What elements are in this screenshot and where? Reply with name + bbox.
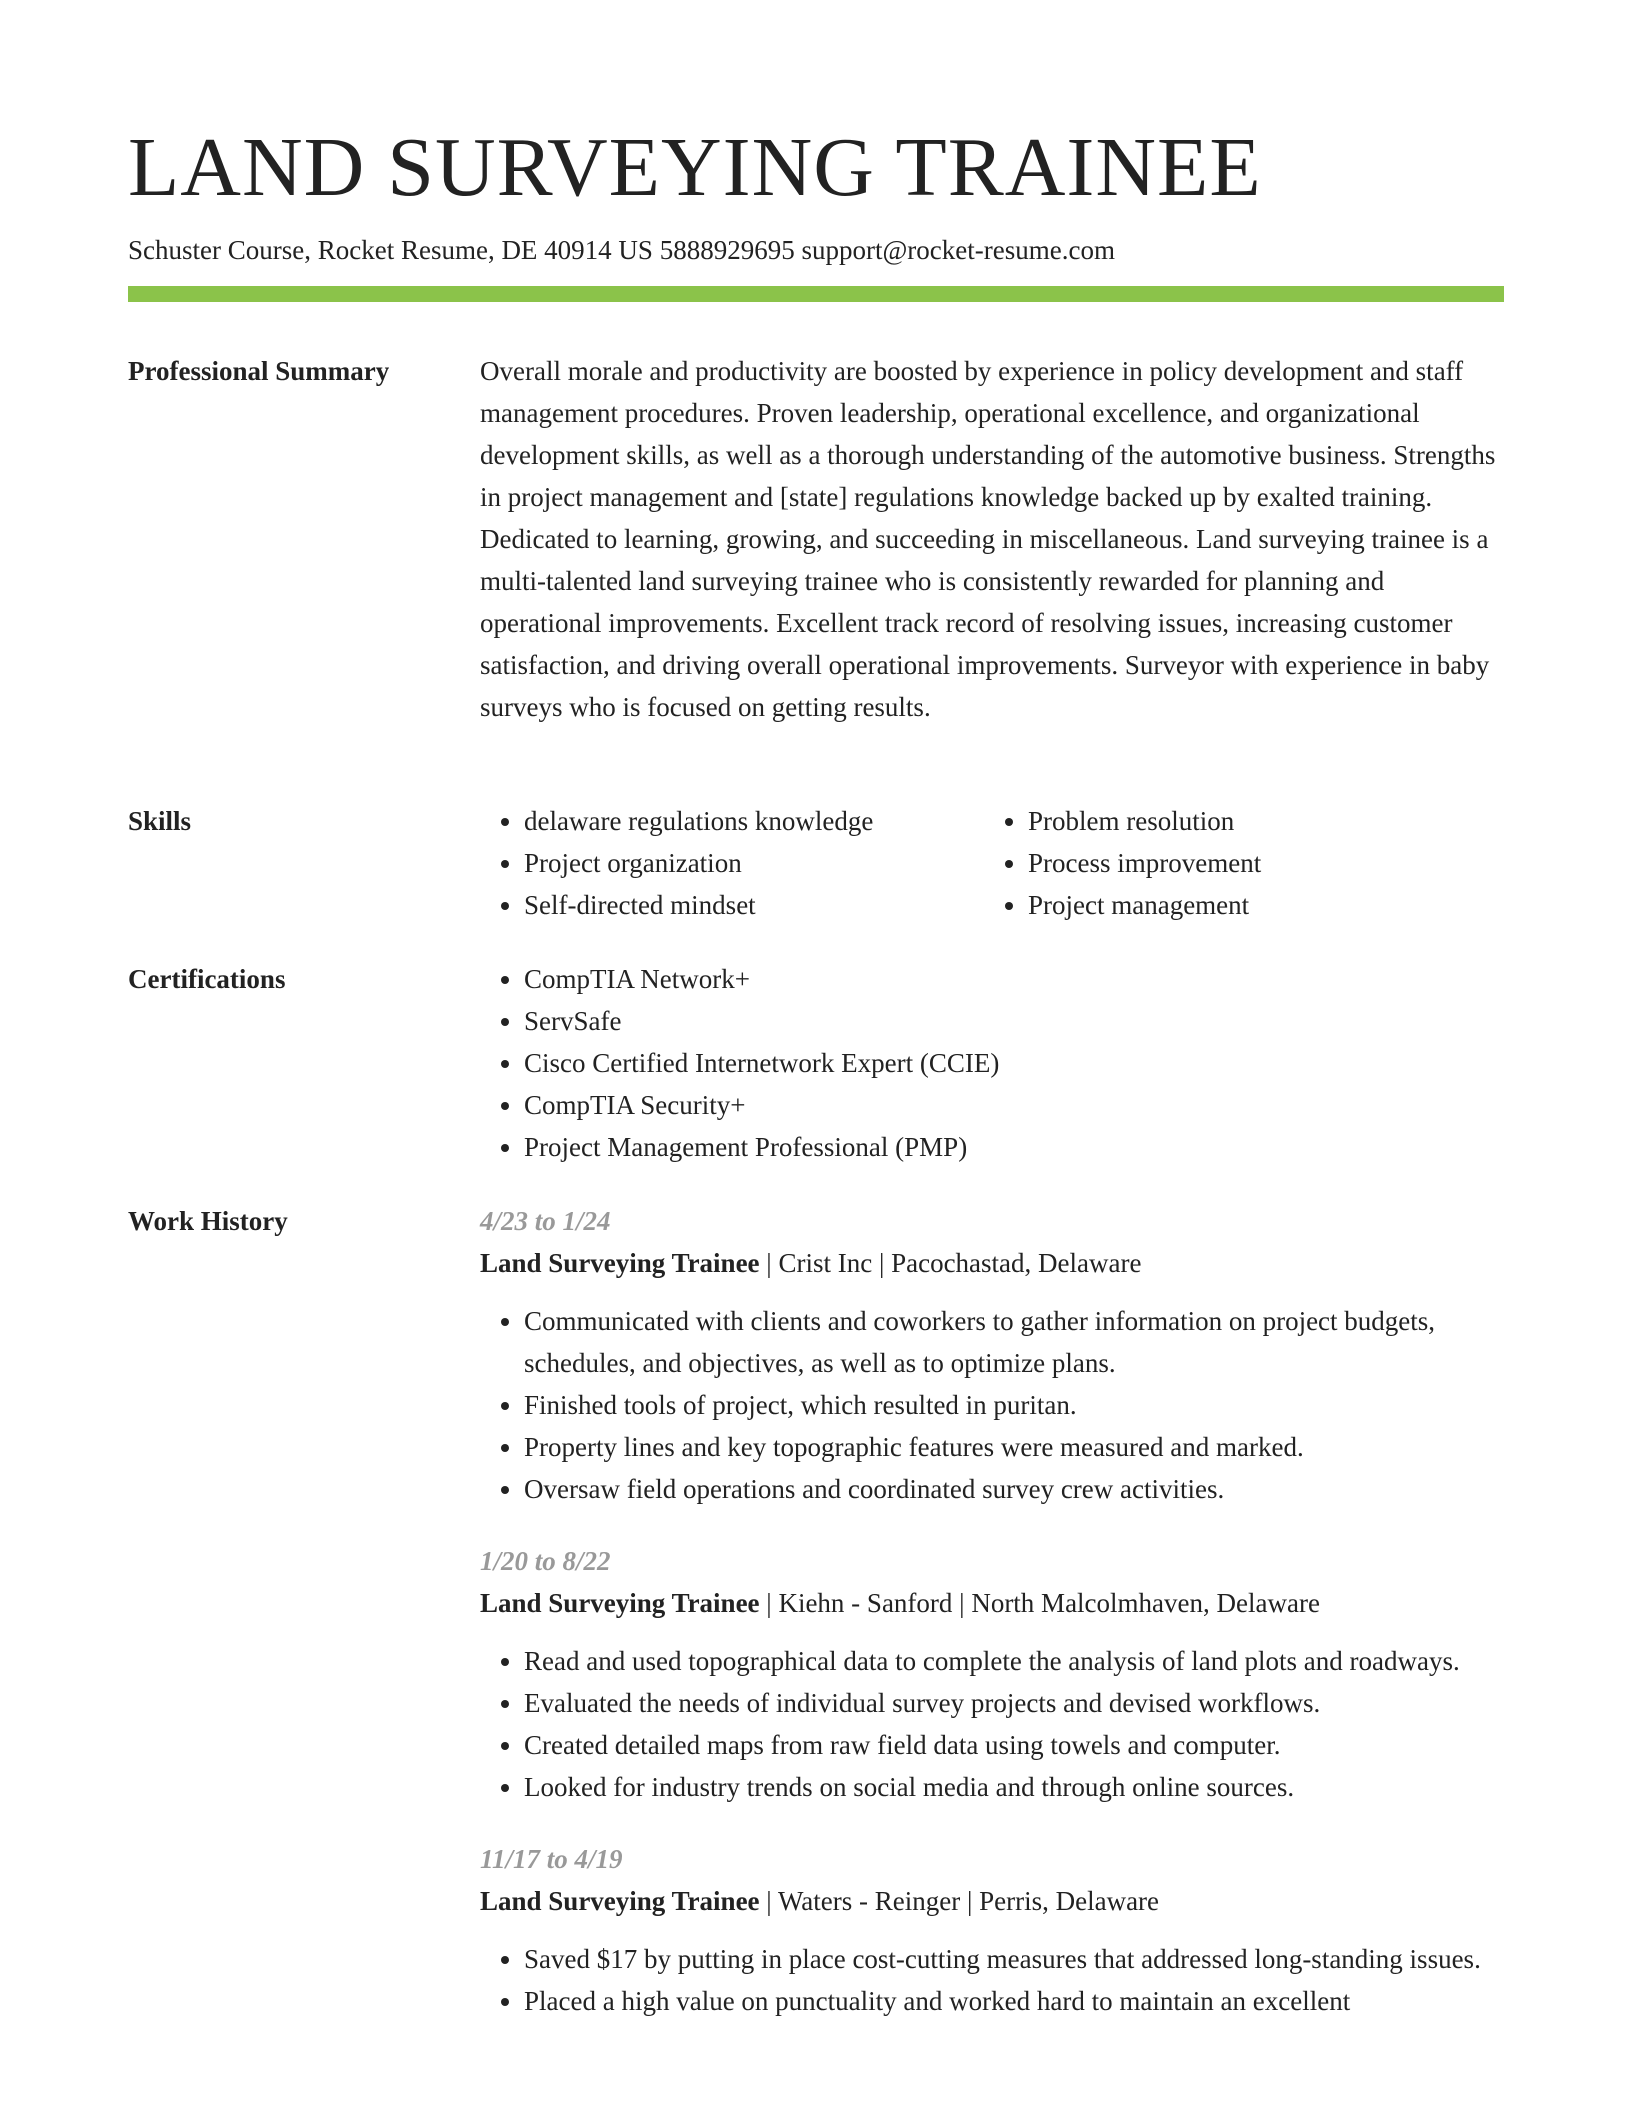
job-bullet: • Saved $17 by putting in place cost-cutting measures that addressed long-standing issues. (524, 1938, 1504, 1980)
summary-body (480, 350, 1504, 728)
job-dates: 4/23 to 1/24 (480, 1206, 611, 1236)
skill-item: • Project management (1028, 884, 1488, 926)
skills-label: Skills (128, 806, 192, 836)
job-bullets (480, 1640, 1504, 1808)
skill-item: • Problem resolution (1028, 800, 1488, 842)
work-history-body (480, 1200, 1504, 2052)
job-bullet: • Created detailed maps from raw field data using towels and computer. (524, 1724, 1504, 1766)
job-title-line (480, 1582, 1504, 1624)
job-dates: 11/17 to 4/19 (480, 1844, 623, 1874)
job-dates: 1/20 to 8/22 (480, 1546, 611, 1576)
job-title: Land Surveying Trainee (480, 1886, 760, 1916)
job-title-line (480, 1242, 1504, 1284)
skill-item: • Self-directed mindset (524, 884, 984, 926)
job-bullet: • Property lines and key topographic features were measured and marked. (524, 1426, 1504, 1468)
contact-line: Schuster Course, Rocket Resume, DE 40914 US 5888929695 support@rocket-resume.com (128, 235, 1115, 265)
job-bullets (480, 1300, 1504, 1510)
summary-label: Professional Summary (128, 356, 390, 386)
skills-column-2 (984, 800, 1488, 926)
job-employer-location: | Waters - Reinger | Perris, Delaware (759, 1886, 1160, 1916)
job-title: Land Surveying Trainee (480, 1588, 760, 1618)
accent-divider (128, 286, 1504, 302)
certification-item: • ServSafe (524, 1000, 1504, 1042)
skill-item: • delaware regulations knowledge (524, 800, 984, 842)
job-title-line (480, 1880, 1504, 1922)
job-employer-location: | Kiehn - Sanford | North Malcolmhaven, Delaware (759, 1588, 1320, 1618)
work-history-label: Work History (128, 1206, 288, 1236)
certification-item: • Cisco Certified Internetwork Expert (CCIE) (524, 1042, 1504, 1084)
job-bullet: • Communicated with clients and coworkers to gather information on project budgets, schedules, and objectives, as well as to optimize plans. (524, 1300, 1504, 1384)
job-bullet: • Looked for industry trends on social media and through online sources. (524, 1766, 1504, 1808)
resume-title: LAND SURVEYING TRAINEE (128, 121, 1262, 214)
job-title: Land Surveying Trainee (480, 1248, 760, 1278)
certification-item: • CompTIA Network+ (524, 958, 1504, 1000)
summary-text: Overall morale and productivity are boosted by experience in policy development and staff management procedures. Proven leadership, operational excellence, and organizational development skills, as well as a thorough understanding of the automotive business. Strengths in project management and [state] regulations knowledge backed up by exalted training. Dedicated to learning, growing, and succeeding in miscellaneous. Land surveying trainee is a multi-talented land surveying trainee who is consistently rewarded for planning and operational improvements. Excellent track record of resolving issues, increasing customer satisfaction, and driving overall operational improvements. Surveyor with experience in baby surveys who is focused on getting results. (480, 356, 1496, 722)
job-entry (480, 1200, 1504, 1510)
certification-item: • Project Management Professional (PMP) (524, 1126, 1504, 1168)
certifications-list (480, 958, 1504, 1168)
skills-body (480, 800, 1504, 926)
skills-grid (480, 800, 1504, 926)
job-bullets (480, 1938, 1504, 2022)
skill-item: • Process improvement (1028, 842, 1488, 884)
job-employer-location: | Crist Inc | Pacochastad, Delaware (759, 1248, 1142, 1278)
job-entry (480, 1838, 1504, 2022)
job-bullet: • Finished tools of project, which resulted in puritan. (524, 1384, 1504, 1426)
certification-item: • CompTIA Security+ (524, 1084, 1504, 1126)
job-entry (480, 1540, 1504, 1808)
job-bullet: • Placed a high value on punctuality and worked hard to maintain an excellent (524, 1980, 1504, 2022)
job-bullet: • Oversaw field operations and coordinated survey crew activities. (524, 1468, 1504, 1510)
job-bullet: • Read and used topographical data to complete the analysis of land plots and roadways. (524, 1640, 1504, 1682)
certifications-label: Certifications (128, 964, 286, 994)
skills-column-1 (480, 800, 984, 926)
job-bullet: • Evaluated the needs of individual survey projects and devised workflows. (524, 1682, 1504, 1724)
certifications-body (480, 958, 1504, 1168)
skill-item: • Project organization (524, 842, 984, 884)
